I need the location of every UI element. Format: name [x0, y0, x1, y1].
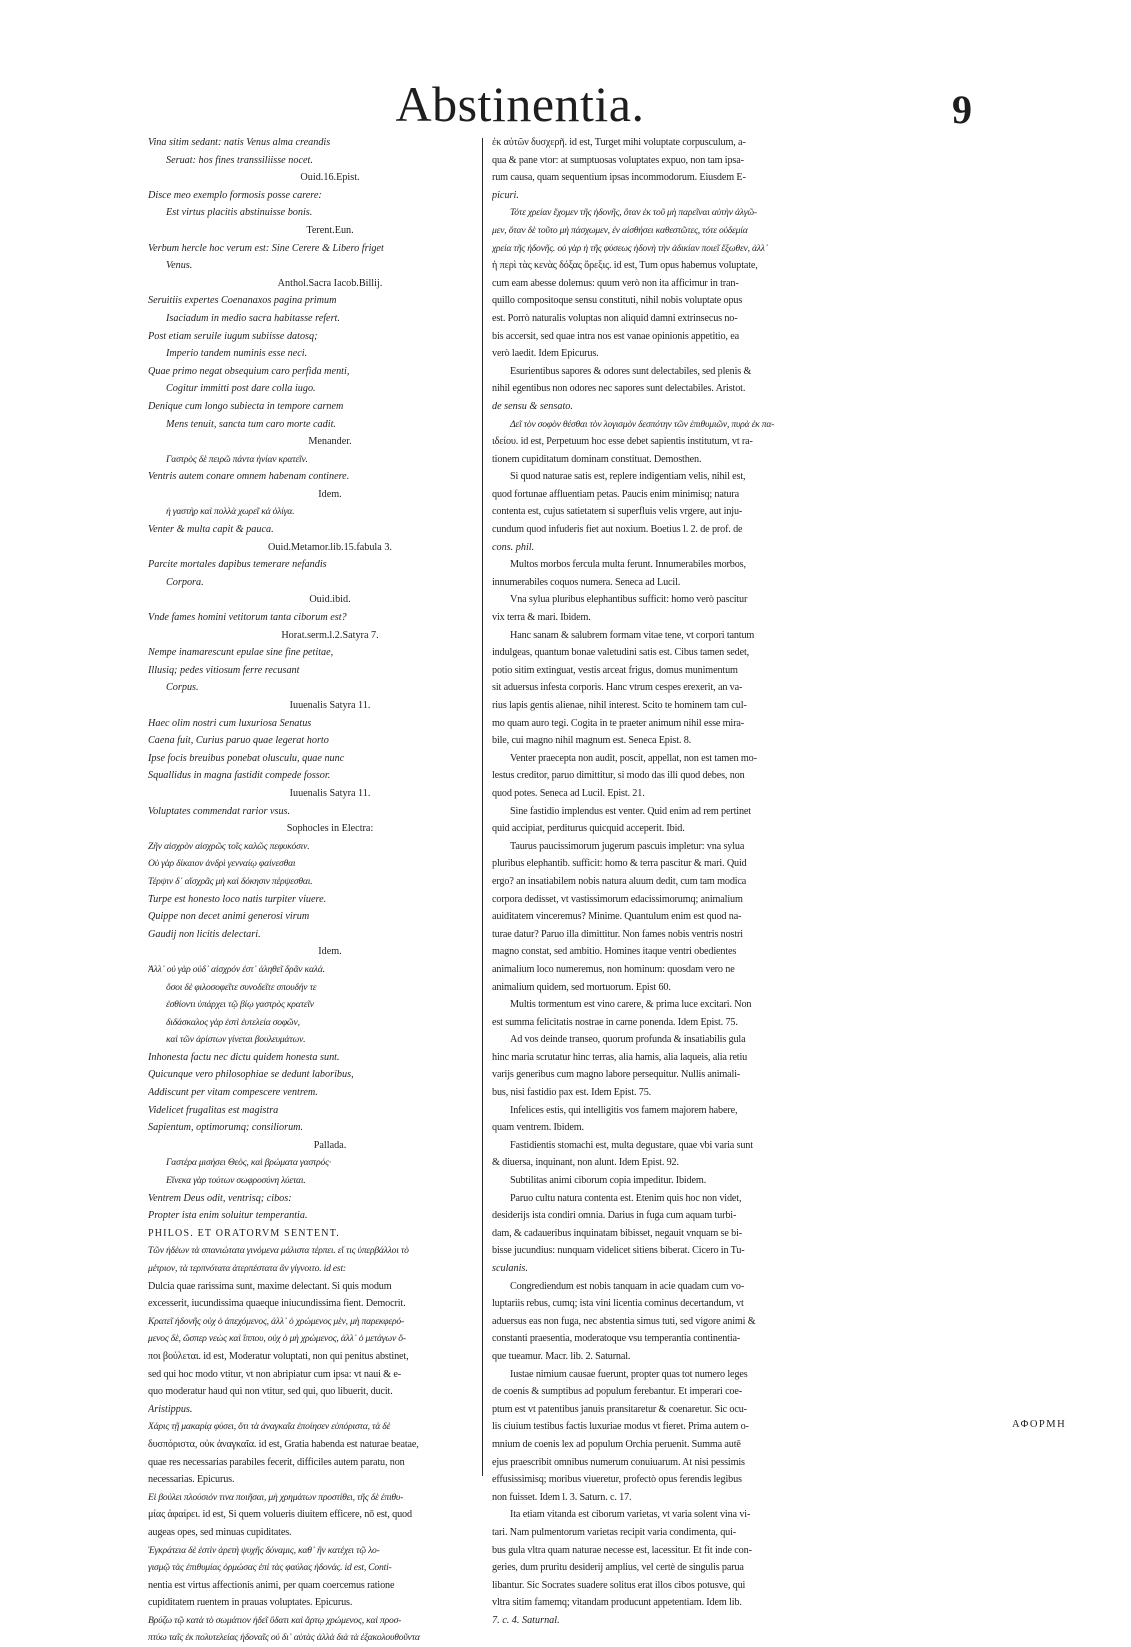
text-line: Terent.Eun.: [306, 224, 354, 236]
text-line: bile, cui magno nihil magnum est. Seneca Epist. 8.: [492, 735, 692, 747]
text-line: Voluptates commendat rarior vsus.: [148, 805, 291, 817]
text-line: Corpora.: [166, 576, 204, 588]
text-line: Isaciadum in medio sacra habitasse refert.: [166, 312, 340, 324]
text-line: corpora dedisset, vt vastissimorum edacissimorumq; animalium: [492, 893, 743, 905]
text-line: quod potes. Seneca ad Lucil. Epist. 21.: [492, 787, 645, 799]
text-line: Multis tormentum est vino carere, & prima luce excitari. Non: [510, 999, 752, 1011]
text-line: Inhonesta factu nec dictu quidem honesta sunt.: [148, 1051, 340, 1063]
text-line: ποι βούλεται. id est, Moderatur voluptati, non qui penitus abstinet,: [148, 1350, 409, 1362]
text-line: Iuuenalis Satyra 11.: [289, 787, 371, 799]
text-line: Imperio tandem numinis esse neci.: [166, 348, 308, 360]
text-line: Menander.: [308, 436, 352, 448]
text-line: ergo? an insatiabilem nobis natura aluum dedit, cum tam modica: [492, 875, 747, 887]
text-line: vltra sitim famemq; vitandam producunt appetentiam. Idem lib.: [492, 1597, 742, 1609]
text-line: Horat.serm.l.2.Satyra 7.: [281, 629, 379, 641]
text-line: Denique cum longo subiecta in tempore carnem: [148, 400, 344, 412]
text-line: necessarias. Epicurus.: [148, 1474, 235, 1486]
text-line: Gaudij non licitis delectari.: [148, 928, 261, 940]
text-line: Idem.: [318, 488, 342, 500]
text-line: ejus praescribit omnibus numerum conuiuarum. At nisi pessimis: [492, 1456, 745, 1468]
text-line: Ventris autem conare omnem habenam continere.: [148, 471, 350, 483]
text-line: Taurus paucissimorum jugerum pascuis impletur: vna sylua: [510, 840, 745, 852]
text-line: varijs generibus cum magno labore persequitur. Nullis animali-: [492, 1069, 741, 1081]
text-line: Si quod naturae satis est, replere indigentiam velis, nihil est,: [510, 471, 746, 483]
text-line: Γαστέρα μισήσει Θεὸς, καὶ βρώματα γαστρός·: [166, 1157, 331, 1169]
page-number: 9: [952, 87, 972, 132]
text-line: quae res necessarias parabiles fecerit, difficiles autem paratu, non: [148, 1456, 405, 1468]
text-line: Anthol.Sacra Iacob.Billij.: [277, 277, 383, 289]
text-line: nihil egentibus non odores nec sapores sunt delectabiles. Aristot.: [492, 383, 746, 395]
text-line: luptariis rebus, cumq; ista vini licentia cominus decertandum, vt: [492, 1298, 744, 1310]
text-line: Addiscunt per vitam compescere ventrem.: [148, 1087, 318, 1099]
text-line: de coenis & sumptibus ad populum ferebantur. Et imperari coe-: [492, 1386, 742, 1398]
text-line: Sapientum, optimorumq; consiliorum.: [148, 1122, 304, 1134]
text-line: μεν, ὅταν δὲ τοῦτο μὴ πάσχωμεν, ἐν αἰσθήσει καθεστῶτες, τότε οὐδεμία: [492, 224, 748, 236]
text-line: Parcite mortales dapibus temerare nefandis: [148, 559, 327, 571]
text-line: Ἀλλ᾽ οὐ γὰρ οὐδ᾽ αἰσχρόν ἐστ᾽ ἀληθεῖ δρᾶν καλά.: [148, 963, 325, 975]
text-line: cundum quod infuderis fiet aut noxium. Boetius l. 2. de prof. de: [492, 524, 743, 536]
text-line: γισμῷ τὰς ἐπιθυμίας ὁρμώσας ἐπὶ τὰς φαύλας ἡδονάς. id est, Conti-: [148, 1562, 392, 1574]
text-line: Quae primo negat obsequium caro perfida menti,: [148, 365, 350, 377]
text-line: Τέρψιν δ᾽ αἴσχρᾶς μὴ καὶ δόκησιν πέρψεσθαι.: [148, 875, 313, 887]
text-line: cons. phil.: [492, 541, 535, 553]
text-line: qua & pane vtor: at sumptuosas voluptates expuo, non tam ipsa-: [492, 154, 744, 166]
text-line: Χάρις τῇ μακαρίᾳ φύσει, ὅτι τὰ ἀναγκαῖα ἐποίησεν εὐπόριστα, τὰ δὲ: [148, 1421, 391, 1433]
text-line: que tueamur. Macr. lib. 2. Saturnal.: [492, 1350, 631, 1362]
text-line: Infelices estis, qui intelligitis vos famem majorem habere,: [510, 1104, 738, 1116]
text-line: contenta est, cujus satietatem si superfluis velis vrgere, aut inju-: [492, 506, 743, 518]
text-line: 7. c. 4. Saturnal.: [492, 1614, 560, 1626]
text-line: desiderijs ista condiri omnia. Darius in fuga cum aquam turbi-: [492, 1210, 737, 1222]
text-line: bis accersit, sed quae intra nos est vanae opinionis appetitio, ea: [492, 330, 739, 342]
text-line: Βρύζω τῷ κατὰ τὸ σωμάτιον ἡδεῖ ὕδατι καὶ ἄρτῳ χρώμενος, καὶ προσ-: [148, 1614, 402, 1626]
text-line: dam, & cadaueribus inquinatam bibisset, negauit vnquam se bi-: [492, 1227, 743, 1239]
text-line: hinc maria scrutatur hinc terras, alia hamis, alia laqueis, alia retiu: [492, 1051, 748, 1063]
text-line: Pallada.: [313, 1139, 347, 1151]
text-line: Multos morbos fercula multa ferunt. Innumerabiles morbos,: [510, 559, 746, 571]
text-line: Seruitiis expertes Coenanaxos pagina primum: [148, 295, 337, 307]
text-line: Ita etiam vitanda est ciborum varietas, vt varia solent vina vi-: [510, 1509, 751, 1521]
text-line: Corpus.: [166, 682, 199, 694]
text-line: sculanis.: [492, 1263, 528, 1274]
text-line: bisse jucundius: nunquam videlicet sitiens biberat. Cicero in Tu-: [492, 1245, 745, 1257]
text-line: quam ventrem. Ibidem.: [492, 1122, 584, 1134]
text-line: innumerabiles coquos numera. Seneca ad Lucil.: [492, 576, 681, 588]
text-line: Vina sitim sedant: natis Venus alma creandis: [148, 137, 331, 148]
text-line: ὅσοι δὲ φιλοσοφεῖτε συνοδεῖτε σπουδήν τε: [166, 981, 317, 993]
text-line: libantur. Sic Socrates suadere solitus erat illos cibos potusve, qui: [492, 1579, 746, 1591]
text-line: Ἐγκράτεια δὲ ἐστὶν ἀρετὴ ψυχῆς δύναμις, καθ᾽ ἣν κατέχει τῷ λο-: [148, 1544, 380, 1556]
text-line: Post etiam seruile iugum subiisse datosq;: [148, 330, 318, 342]
text-line: quod fortunae affluentiam petas. Paucis enim minimisq; natura: [492, 488, 739, 500]
text-line: μίας ἀφαίρει. id est, Si quem volueris diuitem efficere, nō est, quod: [148, 1509, 412, 1521]
text-line: constanti praesentia, moderatoque vsu temperantia continentia-: [492, 1333, 741, 1345]
text-line: Videlicet frugalitas est magistra: [148, 1104, 279, 1116]
text-line: Iuuenalis Satyra 11.: [289, 700, 371, 711]
text-line: Κρατεῖ ἡδονῆς οὐχ ὁ ἀπεχόμενος, ἀλλ᾽ ὁ χρώμενος μὲν, μὴ παρεκφερό-: [148, 1315, 404, 1327]
text-line: Τότε χρείαν ἔχομεν τῆς ἡδονῆς, ὅταν ἐκ τοῦ μὴ παρεῖναι αὐτὴν ἀλγῶ-: [510, 207, 757, 219]
text-line: Εἵνεκα γὰρ τούτων σωφροσύνη λύεται.: [166, 1175, 306, 1187]
text-line: indulgeas, quantum bonae valetudini satis est. Cibus tamen sedet,: [492, 647, 750, 659]
text-line: picuri.: [492, 189, 519, 201]
text-line: cum eam abesse dolemus: quum verò non ita afficimur in tran-: [492, 277, 739, 289]
text-line: vix terra & mari. Ibidem.: [492, 612, 591, 624]
text-line: Paruo cultu natura contenta est. Etenim quis hoc non videt,: [510, 1192, 742, 1204]
text-line: Εἰ βούλει πλούσιόν τινα ποιῆσαι, μὴ χρημάτων προστίθει, τῆς δὲ ἐπιθυ-: [148, 1491, 404, 1503]
text-line: pluribus elephantib. sufficit: homo & terra pascitur & mari. Quid: [492, 858, 747, 870]
text-line: animalium loco numeremus, non hominum: quosdam vero ne: [492, 963, 735, 975]
right-column: [492, 134, 964, 1629]
text-line: ιδείου. id est, Perpetuum hoc esse debet sapientis institutum, vt ra-: [492, 436, 753, 448]
text-line: Est virtus placitis abstinuisse bonis.: [166, 207, 313, 219]
text-line: Seruat: hos fines transsiliisse nocet.: [166, 154, 313, 166]
text-line: Turpe est honesto loco natis turpiter viuere.: [148, 893, 327, 905]
text-line: πτύω ταῖς ἐκ πολυτελείας ἡδοναῖς οὐ δι᾽ αὐτὰς ἀλλὰ διὰ τὰ ἐξακολουθοῦντα: [148, 1632, 420, 1644]
text-line: Aristippus.: [148, 1403, 193, 1415]
text-line: Ouid.Metamor.lib.15.fabula 3.: [268, 541, 392, 553]
text-line: geries, dum pruritu desiderij amplius, vel certè de singulis parua: [492, 1562, 744, 1574]
text-line: lestus creditor, paruo dimittitur, si modo das illi quod debes, non: [492, 770, 745, 782]
text-line: excesserit, iucundissima quaeque iniucundissima fient. Democrit.: [148, 1298, 406, 1310]
text-line: verò laedit. Idem Epicurus.: [492, 348, 599, 360]
text-line: potio sitim extinguat, vestis arceat frigus, domus munimentum: [492, 664, 738, 676]
text-line: Vnde fames homini vetitorum tanta ciborum est?: [148, 612, 347, 624]
text-line: auiditatem vinceremus? Minime. Quantulum enim est quod na-: [492, 911, 742, 923]
text-line: bus, nisi fastidio pax est. Idem Epist. 75.: [492, 1087, 652, 1099]
text-line: magno constat, sed ambitio. Homines itaque ventri obedientes: [492, 946, 737, 958]
text-line: Sine fastidio implendus est venter. Quid enim ad rem pertinet: [510, 805, 751, 817]
text-line: Venter praecepta non audit, poscit, appellat, non est tamen mo-: [510, 752, 757, 764]
text-line: nentia est virtus affectionis animi, per quam coercemus ratione: [148, 1579, 395, 1591]
left-column: [148, 134, 478, 1647]
text-line: Quippe non decet animi generosi virum: [148, 911, 310, 923]
text-line: διδάσκαλος γὰρ ἐστὶ ἐυτελεία σοφῶν,: [166, 1016, 300, 1028]
text-line: Propter ista enim soluitur temperantia.: [148, 1210, 308, 1222]
text-line: sed qui hoc modo vtitur, vt non abripiatur cum ipsa: vt naui & e-: [148, 1368, 401, 1380]
text-line: Ζῆν αἰσχρὸν αἰσχρῶς τοῖς καλῶς πεφυκόσιν.: [148, 840, 310, 852]
text-line: Esurientibus sapores & odores sunt delectabiles, sed plenis &: [510, 365, 752, 377]
text-line: ptum est vt patentibus januis pransitaretur & coenaretur. Sic ocu-: [492, 1403, 747, 1415]
text-line: quid accipiat, perditurus quicquid acceperit. Ibid.: [492, 823, 685, 835]
text-line: Subtilitas animi ciborum copia impeditur. Ibidem.: [510, 1175, 707, 1187]
text-line: turae datur? Paruo illa dimittitur. Non fames nobis ventris nostri: [492, 928, 743, 940]
column-divider: [482, 138, 483, 1476]
text-line: Mens tenuit, sancta tum caro morte cadit.: [166, 418, 336, 430]
text-line: Ouid.16.Epist.: [300, 172, 360, 184]
text-line: Disce meo exemplo formosis posse carere:: [148, 189, 322, 201]
text-line: Ouid.ibid.: [309, 594, 351, 606]
text-line: καὶ τῶν ἀρίστων γίνεται βουλευμάτων.: [166, 1034, 306, 1046]
text-line: ἐσθίοντι ὑπάρχει τῷ βίῳ γαστρὸς κρατεῖν: [166, 999, 314, 1011]
text-line: non fuisset. Idem l. 3. Saturn. c. 17.: [492, 1491, 632, 1503]
text-line: Illusiq; pedes vitiosum ferre recusant: [148, 664, 300, 676]
text-line: est summa felicitatis nostrae in carne ponenda. Idem Epist. 75.: [492, 1016, 738, 1028]
text-line: est. Porrò naturalis voluptas non aliquid damni extrinsecus no-: [492, 312, 738, 324]
text-line: Sophocles in Electra:: [286, 823, 374, 835]
text-line: lis ciuium testibus factis luxuriae modus vt fieret. Prima autem o-: [492, 1421, 749, 1433]
text-line: Dulcia quae rarissima sunt, maxime delectant. Si quis modum: [148, 1280, 392, 1292]
text-line: animalium quidem, sed mortuorum. Epist 60.: [492, 981, 671, 993]
text-line: tari. Nam pulmentorum varietas recipit varia condimenta, qui-: [492, 1526, 737, 1538]
text-line: δυσπόριστα, οὐκ ἀναγκαῖα. id est, Gratia habenda est naturae beatae,: [148, 1438, 419, 1450]
text-line: quillo compositoque sensu constituti, nihil nobis voluptate opus: [492, 295, 743, 307]
page-title: Abstinentia.: [395, 76, 645, 132]
text-line: Idem.: [318, 946, 342, 958]
text-line: ἡ περὶ τὰς κενὰς δόξας ὄρεξις. id est, Tum opus habemus voluptate,: [492, 260, 758, 272]
text-line: Δεῖ τὸν σοφὸν θέσθαι τὸν λογισμὸν δεσπότην τῶν ἐπιθυμιῶν, πυρὰ ἐκ πα-: [510, 418, 775, 430]
text-line: Ad vos deinde transeo, quorum profunda & insatiabilis gula: [510, 1034, 746, 1046]
text-line: de sensu & sensato.: [492, 400, 573, 412]
text-line: Γαστρὸς δὲ πειρῶ πάντα ἡνίαν κρατεῖν.: [166, 453, 308, 465]
text-line: cupiditatem ruentem in prauas voluptates. Epicurus.: [148, 1597, 353, 1609]
text-line: Fastidientis stomachi est, multa degustare, quae vbi varia sunt: [510, 1139, 753, 1151]
text-line: quo moderatur haud qui non vtitur, sed qui, quo libuerit, ducit.: [148, 1386, 393, 1398]
text-line: Iustae nimium causae fuerunt, propter quas tot numero leges: [510, 1368, 748, 1380]
text-line: aduersus eas non fuga, nec abstentia simus tuti, sed vigore animi &: [492, 1315, 756, 1327]
text-line: Nempe inamarescunt epulae sine fine petitae,: [148, 647, 334, 659]
text-line: PHILOS. ET ORATORVM SENTENT.: [148, 1227, 340, 1239]
text-line: Venter & multa capit & pauca.: [148, 524, 274, 536]
text-line: Vna sylua pluribus elephantibus sufficit: homo verò pascitur: [510, 594, 748, 606]
text-line: Hanc sanam & salubrem formam vitae tene, vt corpori tantum: [510, 629, 755, 641]
text-line: Ipse focis breuibus ponebat olusculu, quae nunc: [148, 752, 345, 764]
text-line: Venus.: [166, 260, 193, 272]
text-line: sit aduersus infesta corporis. Hanc vtrum cespes erexerit, an va-: [492, 682, 743, 694]
text-line: ἡ γαστὴρ καὶ πολλὰ χωρεῖ κἀ ὀλίγα.: [166, 506, 295, 518]
text-line: Haec olim nostri cum luxuriosa Senatus: [148, 717, 312, 729]
text-line: μενος δὲ, ὥσπερ νεὼς καὶ ἵππου, οὐχ ὁ μὴ χρώμενος, ἀλλ᾽ ὁ μετάγων ὅ-: [148, 1333, 406, 1345]
text-line: Cogitur immitti post dare colla iugo.: [166, 383, 316, 395]
text-line: tionem cupiditatum dominam constituat. Demosthen.: [492, 453, 702, 465]
text-line: ἐκ αὐτῶν δυσχερῆ. id est, Turget mihi voluptate corpusculum, a-: [492, 137, 746, 148]
text-line: bus gula vltra quam naturae necesse est, lacessitur. Et fit inde con-: [492, 1544, 752, 1556]
text-line: Caena fuit, Curius paruo quae legerat horto: [148, 735, 329, 747]
text-line: mnium de coenis lex ad populum Orchia peruenit. Summa autē: [492, 1438, 741, 1450]
text-line: rum causa, quam sequentium ipsas incommodorum. Eiusdem E-: [492, 172, 746, 184]
text-line: mo quam auro tegi. Cogita in te praeter animum nihil esse mira-: [492, 717, 744, 729]
text-line: Quicunque vero philosophiae se dedunt laboribus,: [148, 1069, 354, 1081]
text-line: & diuersa, inquinant, non alunt. Idem Epist. 92.: [492, 1157, 679, 1169]
text-line: Ventrem Deus odit, ventrisq; cibos:: [148, 1192, 292, 1204]
text-line: rius lapis gentis alienae, nihil interest. Scito te hominem tam cul-: [492, 700, 747, 711]
text-line: Verbum hercle hoc verum est: Sine Cerere & Libero friget: [148, 242, 384, 254]
text-line: effusissimisq; moribus viueretur, profectò opus ferendis legibus: [492, 1474, 742, 1486]
text-line: Τῶν ἡδέων τὰ σπανιώτατα γινόμενα μάλιστα τέρπει. εἴ τις ὑπερβάλλοι τὸ: [148, 1245, 409, 1257]
text-line: Congrediendum est nobis tanquam in acie quadam cum vo-: [510, 1280, 745, 1292]
text-line: Squallidus in magna fastidit compede fossor.: [148, 770, 331, 782]
text-line: μέτριον, τὰ τερπνότατα ἀτερπέστατα ἂν γίγνοιτο. id est:: [148, 1263, 346, 1274]
catchword: ΑΦΟΡΜΗ: [1012, 1419, 1067, 1430]
text-line: χρεία τῆς ἡδονῆς. οὐ γὰρ ἡ τῆς φύσεως ἡδονὴ τὴν ἀδικίαν ποιεῖ ἔξωθεν, ἀλλ᾽: [492, 242, 768, 254]
text-line: augeas opes, sed minuas cupiditates.: [148, 1526, 292, 1538]
text-line: Οὐ γὰρ δίκαιον ἀνδρὶ γενναίῳ φαίνεσθαι: [148, 858, 296, 870]
